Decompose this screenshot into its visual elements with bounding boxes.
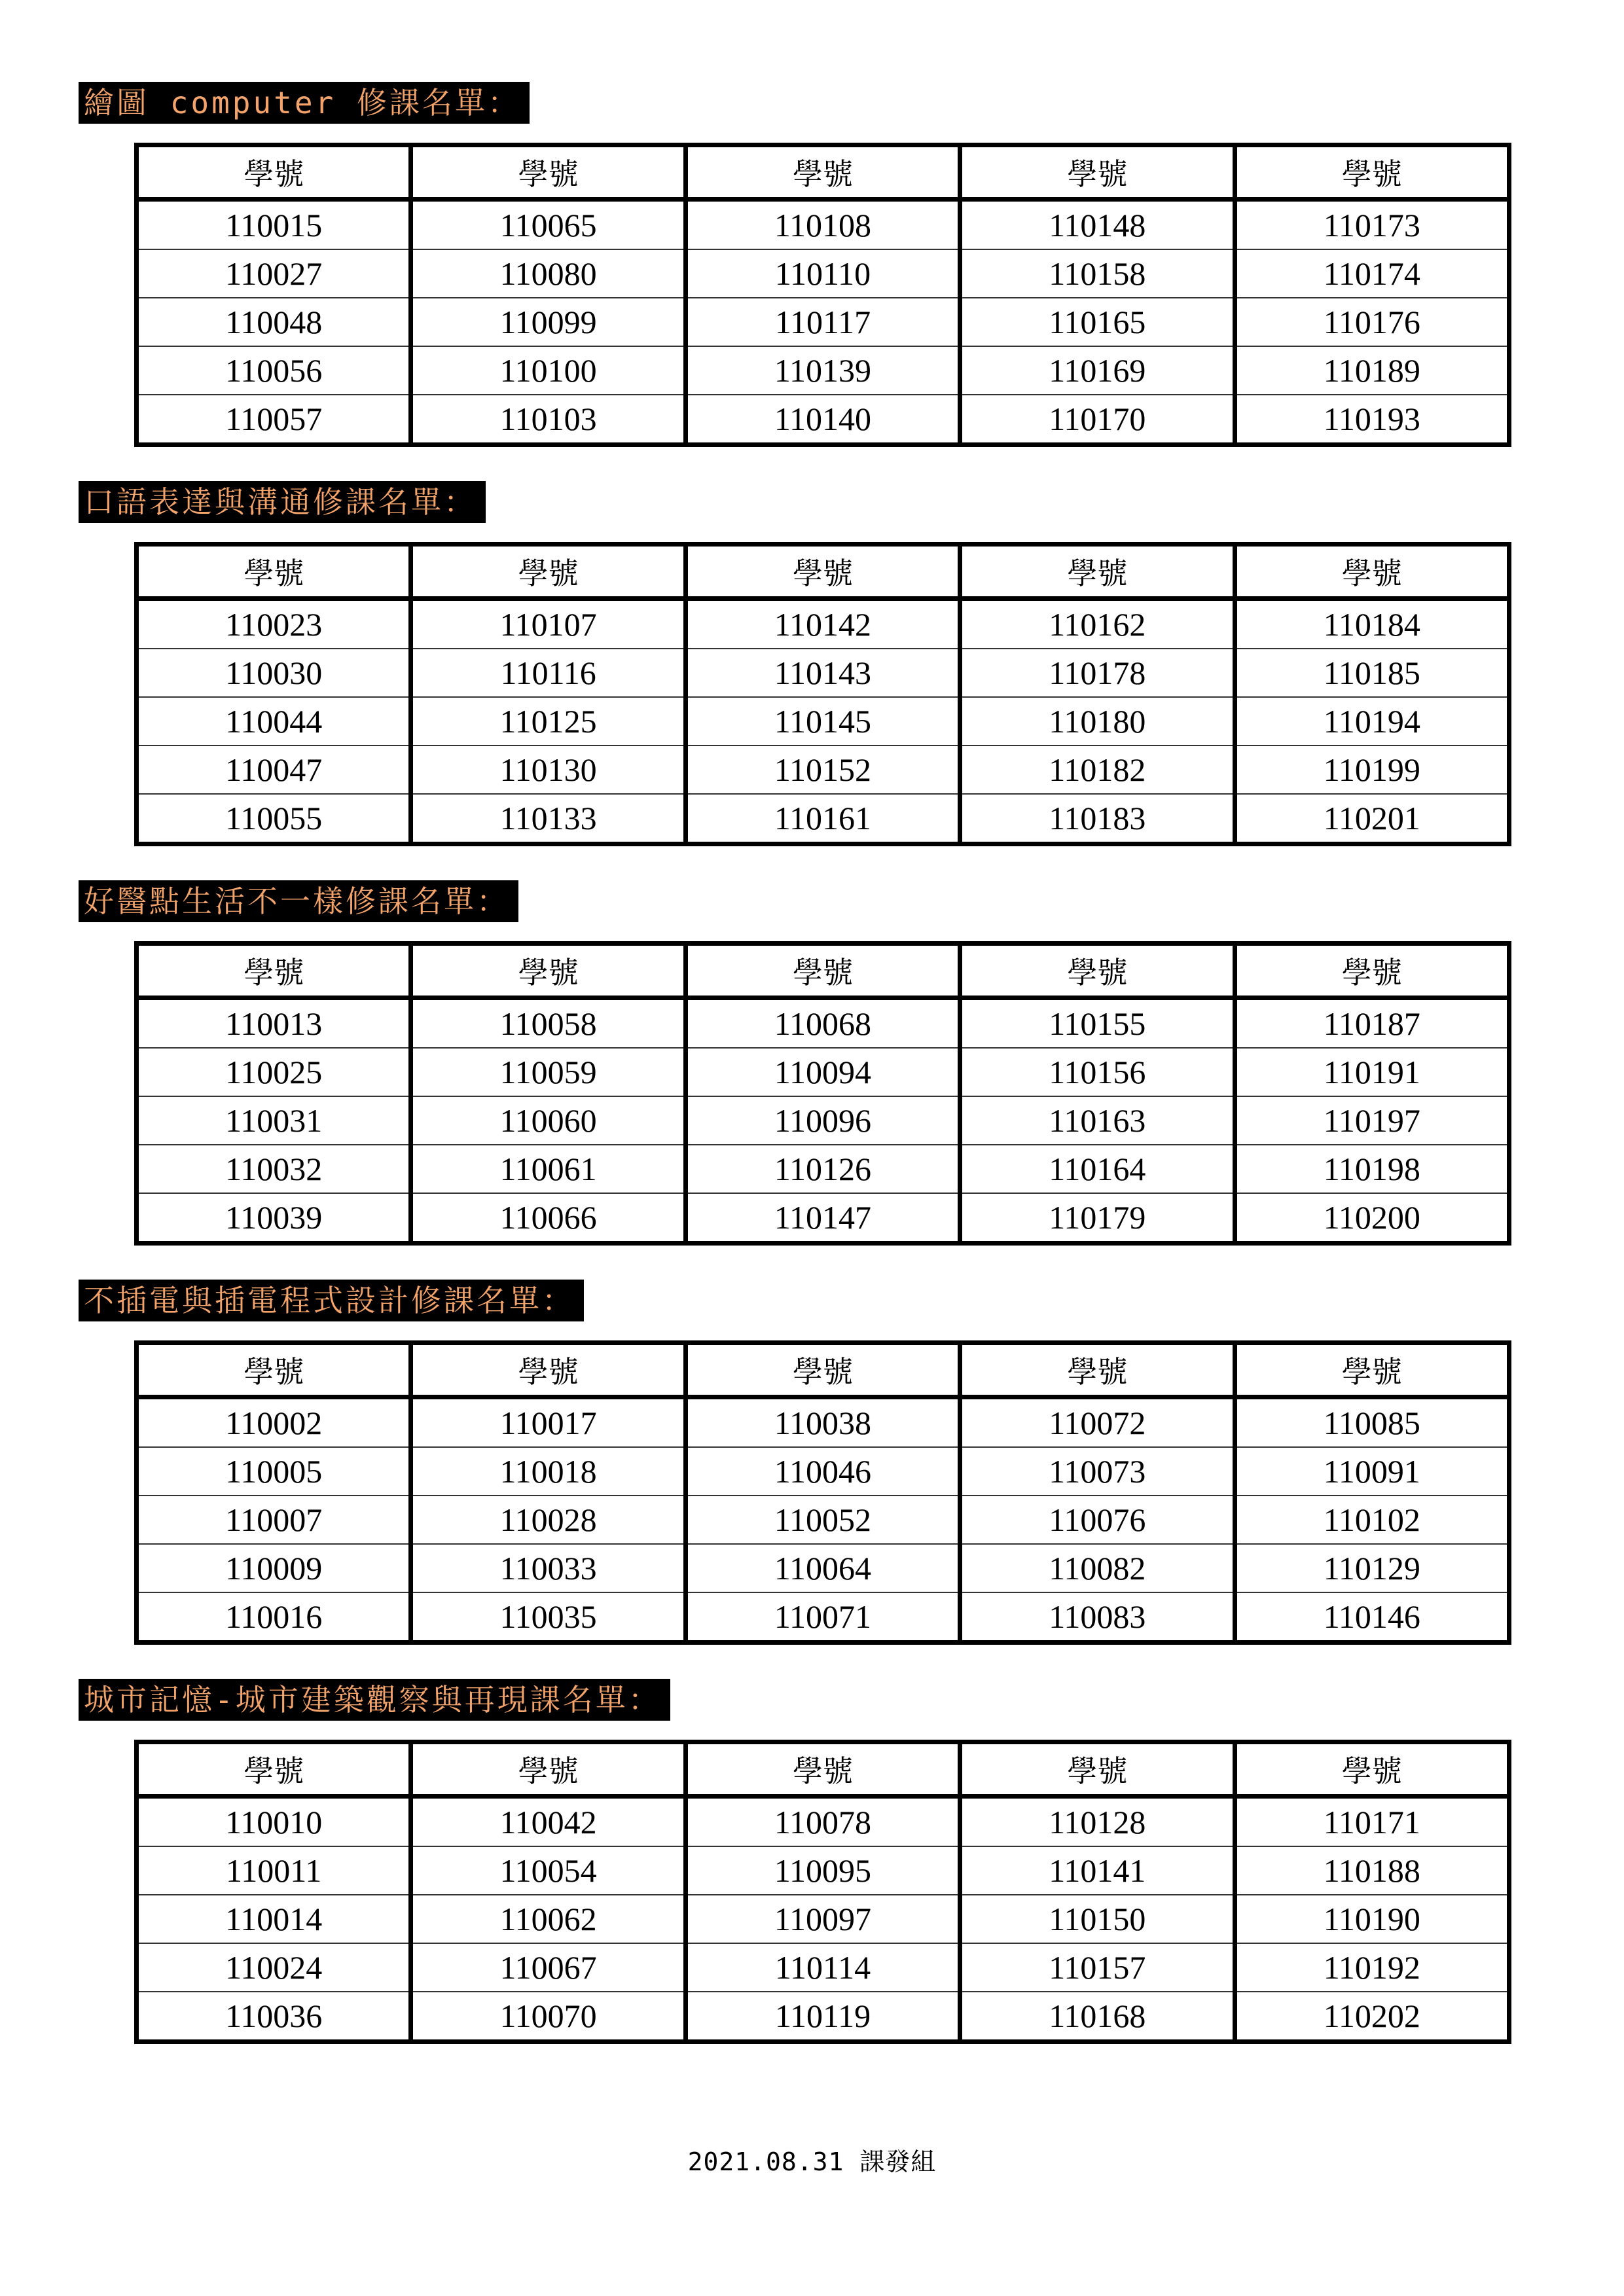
student-id-cell: 110201	[1235, 794, 1509, 844]
table-row	[137, 1895, 1509, 1943]
student-id-cell: 110015	[137, 200, 411, 250]
student-id-cell: 110182	[960, 745, 1235, 794]
student-id-cell: 110176	[1235, 298, 1509, 346]
column-header-student-id: 學號	[960, 1742, 1235, 1797]
student-id-cell: 110155	[960, 998, 1235, 1049]
course-roster-heading: 口語表達與溝通修課名單：	[79, 481, 486, 523]
student-id-cell: 110070	[411, 1992, 685, 2042]
course-roster-heading: 好醫點生活不一樣修課名單：	[79, 880, 518, 922]
student-id-cell: 110024	[137, 1943, 411, 1992]
student-id-cell: 110011	[137, 1846, 411, 1895]
table-header-row	[137, 545, 1509, 599]
student-id-cell: 110100	[411, 346, 685, 395]
table-row	[137, 395, 1509, 445]
student-id-cell: 110047	[137, 745, 411, 794]
student-id-cell: 110031	[137, 1096, 411, 1145]
table-header-row	[137, 1343, 1509, 1397]
student-id-cell: 110042	[411, 1797, 685, 1847]
table-header-row	[137, 1742, 1509, 1797]
column-header-student-id: 學號	[137, 545, 411, 599]
student-id-table	[134, 1740, 1511, 2044]
student-id-cell: 110126	[685, 1145, 960, 1193]
student-id-cell: 110145	[685, 697, 960, 745]
student-id-cell: 110048	[137, 298, 411, 346]
student-id-cell: 110173	[1235, 200, 1509, 250]
student-id-cell: 110171	[1235, 1797, 1509, 1847]
table-row	[137, 649, 1509, 697]
table-row	[137, 998, 1509, 1049]
student-id-cell: 110139	[685, 346, 960, 395]
student-id-cell: 110014	[137, 1895, 411, 1943]
student-id-cell: 110116	[411, 649, 685, 697]
footer-date-note: 2021.08.31 課發組	[687, 2147, 937, 2176]
student-id-cell: 110035	[411, 1592, 685, 1643]
student-id-cell: 110103	[411, 395, 685, 445]
student-id-cell: 110057	[137, 395, 411, 445]
student-id-cell: 110065	[411, 200, 685, 250]
table-row	[137, 1145, 1509, 1193]
student-id-cell: 110010	[137, 1797, 411, 1847]
course-roster-heading: 繪圖 computer 修課名單：	[79, 82, 530, 124]
student-id-cell: 110016	[137, 1592, 411, 1643]
student-id-cell: 110199	[1235, 745, 1509, 794]
student-id-cell: 110036	[137, 1992, 411, 2042]
column-header-student-id: 學號	[411, 545, 685, 599]
column-header-student-id: 學號	[685, 145, 960, 200]
student-id-cell: 110147	[685, 1193, 960, 1244]
student-id-cell: 110066	[411, 1193, 685, 1244]
table-row	[137, 794, 1509, 844]
student-id-cell: 110091	[1235, 1447, 1509, 1496]
student-id-cell: 110128	[960, 1797, 1235, 1847]
table-row	[137, 745, 1509, 794]
student-id-cell: 110059	[411, 1048, 685, 1096]
column-header-student-id: 學號	[685, 1343, 960, 1397]
student-id-cell: 110152	[685, 745, 960, 794]
student-id-cell: 110002	[137, 1397, 411, 1448]
column-header-student-id: 學號	[960, 944, 1235, 998]
student-id-cell: 110114	[685, 1943, 960, 1992]
student-id-cell: 110141	[960, 1846, 1235, 1895]
student-id-cell: 110082	[960, 1544, 1235, 1592]
student-id-cell: 110032	[137, 1145, 411, 1193]
column-header-student-id: 學號	[1235, 1742, 1509, 1797]
column-header-student-id: 學號	[137, 944, 411, 998]
student-id-cell: 110039	[137, 1193, 411, 1244]
column-header-student-id: 學號	[960, 1343, 1235, 1397]
student-id-cell: 110102	[1235, 1496, 1509, 1544]
table-row	[137, 1846, 1509, 1895]
student-id-cell: 110119	[685, 1992, 960, 2042]
student-id-cell: 110140	[685, 395, 960, 445]
table-row	[137, 1447, 1509, 1496]
column-header-student-id: 學號	[137, 145, 411, 200]
student-id-cell: 110179	[960, 1193, 1235, 1244]
student-id-cell: 110190	[1235, 1895, 1509, 1943]
student-id-cell: 110067	[411, 1943, 685, 1992]
student-id-cell: 110085	[1235, 1397, 1509, 1448]
table-row	[137, 1193, 1509, 1244]
student-id-cell: 110197	[1235, 1096, 1509, 1145]
column-header-student-id: 學號	[685, 1742, 960, 1797]
column-header-student-id: 學號	[1235, 145, 1509, 200]
column-header-student-id: 學號	[411, 944, 685, 998]
student-id-cell: 110107	[411, 599, 685, 649]
student-id-cell: 110028	[411, 1496, 685, 1544]
student-id-cell: 110073	[960, 1447, 1235, 1496]
student-id-cell: 110130	[411, 745, 685, 794]
student-id-cell: 110023	[137, 599, 411, 649]
student-id-cell: 110099	[411, 298, 685, 346]
student-id-cell: 110061	[411, 1145, 685, 1193]
student-id-cell: 110068	[685, 998, 960, 1049]
student-id-cell: 110110	[685, 249, 960, 298]
course-roster-heading: 城市記憶-城市建築觀察與再現課名單：	[79, 1679, 670, 1721]
student-id-cell: 110158	[960, 249, 1235, 298]
column-header-student-id: 學號	[411, 1343, 685, 1397]
table-row	[137, 298, 1509, 346]
student-id-table	[134, 1340, 1511, 1645]
student-id-cell: 110198	[1235, 1145, 1509, 1193]
student-id-cell: 110194	[1235, 697, 1509, 745]
student-id-cell: 110150	[960, 1895, 1235, 1943]
table-row	[137, 1048, 1509, 1096]
student-id-cell: 110157	[960, 1943, 1235, 1992]
student-id-cell: 110018	[411, 1447, 685, 1496]
student-id-cell: 110033	[411, 1544, 685, 1592]
table-row	[137, 1992, 1509, 2042]
column-header-student-id: 學號	[411, 145, 685, 200]
student-id-cell: 110095	[685, 1846, 960, 1895]
student-id-cell: 110200	[1235, 1193, 1509, 1244]
student-id-cell: 110072	[960, 1397, 1235, 1448]
student-id-cell: 110189	[1235, 346, 1509, 395]
student-id-cell: 110094	[685, 1048, 960, 1096]
student-id-cell: 110174	[1235, 249, 1509, 298]
student-id-cell: 110108	[685, 200, 960, 250]
student-id-cell: 110161	[685, 794, 960, 844]
student-id-cell: 110191	[1235, 1048, 1509, 1096]
student-id-cell: 110165	[960, 298, 1235, 346]
column-header-student-id: 學號	[411, 1742, 685, 1797]
student-id-cell: 110162	[960, 599, 1235, 649]
student-id-cell: 110056	[137, 346, 411, 395]
column-header-student-id: 學號	[1235, 545, 1509, 599]
column-header-student-id: 學號	[685, 944, 960, 998]
student-id-cell: 110188	[1235, 1846, 1509, 1895]
student-id-cell: 110202	[1235, 1992, 1509, 2042]
table-row	[137, 599, 1509, 649]
table-header-row	[137, 145, 1509, 200]
student-id-cell: 110005	[137, 1447, 411, 1496]
table-row	[137, 1496, 1509, 1544]
table-row	[137, 697, 1509, 745]
student-id-cell: 110027	[137, 249, 411, 298]
student-id-cell: 110038	[685, 1397, 960, 1448]
student-id-cell: 110007	[137, 1496, 411, 1544]
table-header-row	[137, 944, 1509, 998]
student-id-cell: 110117	[685, 298, 960, 346]
student-id-cell: 110097	[685, 1895, 960, 1943]
student-id-cell: 110030	[137, 649, 411, 697]
student-id-cell: 110076	[960, 1496, 1235, 1544]
student-id-table	[134, 143, 1511, 447]
student-id-cell: 110164	[960, 1145, 1235, 1193]
student-id-cell: 110062	[411, 1895, 685, 1943]
student-id-cell: 110009	[137, 1544, 411, 1592]
student-id-cell: 110017	[411, 1397, 685, 1448]
table-row	[137, 1797, 1509, 1847]
column-header-student-id: 學號	[960, 545, 1235, 599]
student-id-cell: 110193	[1235, 395, 1509, 445]
table-row	[137, 346, 1509, 395]
student-id-cell: 110184	[1235, 599, 1509, 649]
student-id-cell: 110060	[411, 1096, 685, 1145]
student-id-cell: 110192	[1235, 1943, 1509, 1992]
table-row	[137, 200, 1509, 250]
table-row	[137, 1397, 1509, 1448]
student-id-cell: 110142	[685, 599, 960, 649]
student-id-cell: 110180	[960, 697, 1235, 745]
table-row	[137, 1592, 1509, 1643]
student-id-cell: 110064	[685, 1544, 960, 1592]
course-roster-heading: 不插電與插電程式設計修課名單：	[79, 1280, 584, 1321]
student-id-cell: 110013	[137, 998, 411, 1049]
student-id-cell: 110025	[137, 1048, 411, 1096]
column-header-student-id: 學號	[1235, 1343, 1509, 1397]
student-id-cell: 110156	[960, 1048, 1235, 1096]
student-id-cell: 110044	[137, 697, 411, 745]
column-header-student-id: 學號	[137, 1742, 411, 1797]
student-id-cell: 110071	[685, 1592, 960, 1643]
student-id-cell: 110055	[137, 794, 411, 844]
student-id-cell: 110080	[411, 249, 685, 298]
student-id-table	[134, 542, 1511, 846]
student-id-cell: 110078	[685, 1797, 960, 1847]
student-id-cell: 110143	[685, 649, 960, 697]
student-id-cell: 110163	[960, 1096, 1235, 1145]
student-id-cell: 110125	[411, 697, 685, 745]
student-id-cell: 110096	[685, 1096, 960, 1145]
column-header-student-id: 學號	[960, 145, 1235, 200]
student-id-cell: 110183	[960, 794, 1235, 844]
table-row	[137, 1943, 1509, 1992]
student-id-cell: 110052	[685, 1496, 960, 1544]
table-row	[137, 249, 1509, 298]
student-id-cell: 110133	[411, 794, 685, 844]
table-row	[137, 1544, 1509, 1592]
student-id-cell: 110054	[411, 1846, 685, 1895]
student-id-cell: 110046	[685, 1447, 960, 1496]
student-id-cell: 110058	[411, 998, 685, 1049]
student-id-cell: 110178	[960, 649, 1235, 697]
student-id-cell: 110185	[1235, 649, 1509, 697]
student-id-cell: 110083	[960, 1592, 1235, 1643]
student-id-cell: 110169	[960, 346, 1235, 395]
table-row	[137, 1096, 1509, 1145]
column-header-student-id: 學號	[685, 545, 960, 599]
column-header-student-id: 學號	[1235, 944, 1509, 998]
student-id-cell: 110170	[960, 395, 1235, 445]
student-id-cell: 110187	[1235, 998, 1509, 1049]
student-id-cell: 110168	[960, 1992, 1235, 2042]
student-id-cell: 110146	[1235, 1592, 1509, 1643]
student-id-cell: 110148	[960, 200, 1235, 250]
column-header-student-id: 學號	[137, 1343, 411, 1397]
student-id-table	[134, 941, 1511, 1246]
student-id-cell: 110129	[1235, 1544, 1509, 1592]
